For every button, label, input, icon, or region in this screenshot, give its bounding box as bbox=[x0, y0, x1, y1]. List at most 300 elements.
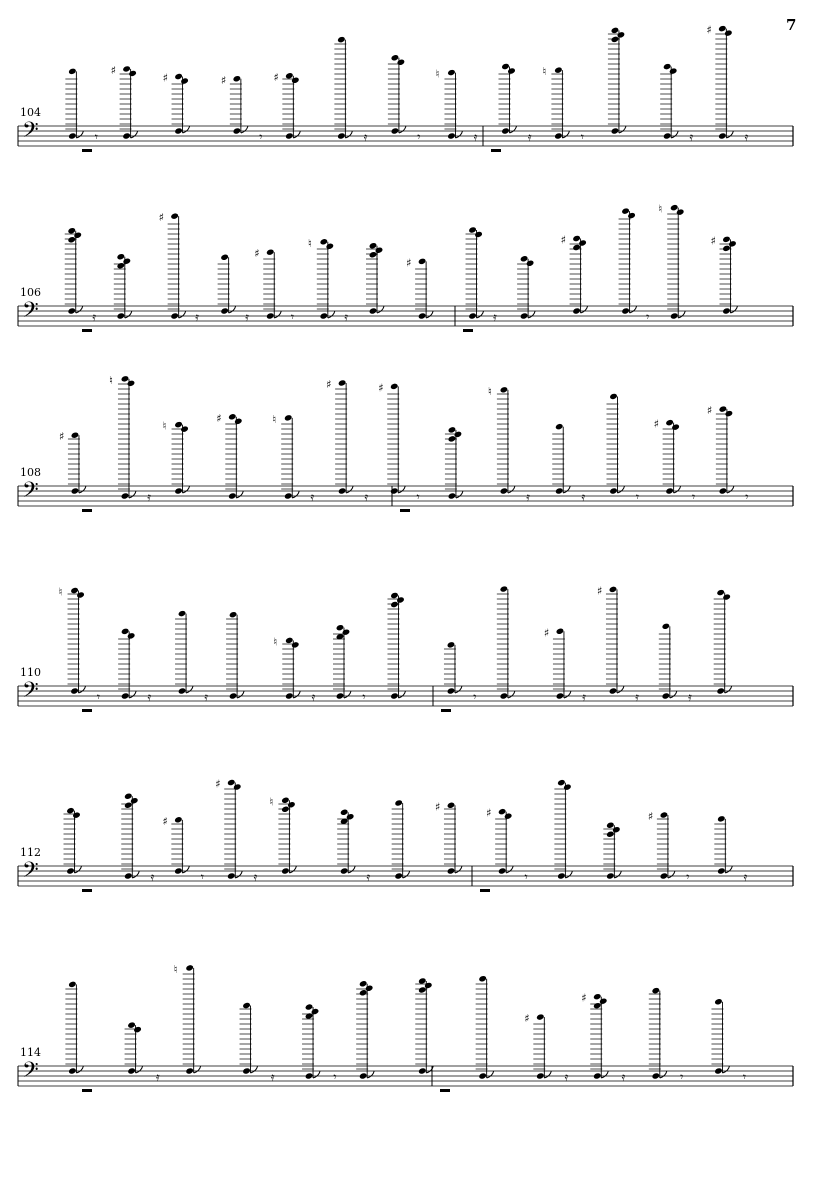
notehead bbox=[468, 312, 477, 319]
notehead bbox=[418, 977, 427, 984]
rest-icon: 𝄿 bbox=[92, 310, 97, 324]
note-flag bbox=[398, 486, 405, 493]
note-flag bbox=[674, 486, 681, 493]
notehead bbox=[478, 975, 487, 982]
notehead bbox=[233, 75, 242, 82]
rest-icon: 𝄿 bbox=[310, 490, 315, 504]
notehead bbox=[117, 253, 126, 260]
note-flag bbox=[377, 306, 384, 313]
rest-bar bbox=[82, 329, 92, 332]
notehead bbox=[281, 806, 290, 813]
notehead bbox=[180, 425, 189, 432]
notehead bbox=[285, 692, 294, 699]
rest-icon: 𝄿 bbox=[344, 310, 349, 324]
notehead bbox=[719, 487, 728, 494]
rest-icon: 𝄿 bbox=[689, 130, 694, 144]
note-flag bbox=[328, 311, 335, 318]
notehead bbox=[520, 312, 529, 319]
notehead bbox=[555, 423, 564, 430]
accidental-icon: ♮ bbox=[658, 202, 663, 216]
notehead bbox=[448, 435, 457, 442]
notehead bbox=[390, 487, 399, 494]
note-flag bbox=[251, 1066, 258, 1073]
note-flag bbox=[456, 491, 463, 498]
notehead bbox=[67, 227, 76, 234]
note-flag bbox=[132, 871, 139, 878]
note-flag bbox=[346, 486, 353, 493]
note-flag bbox=[229, 306, 236, 313]
notehead bbox=[396, 596, 405, 603]
rest-bar bbox=[440, 1089, 450, 1092]
notehead bbox=[178, 687, 187, 694]
notehead bbox=[606, 872, 615, 879]
notehead bbox=[133, 1026, 142, 1033]
accidental-icon: ♯ bbox=[560, 233, 566, 247]
notehead bbox=[178, 610, 187, 617]
rest-icon: 𝄾 bbox=[580, 130, 584, 144]
notehead bbox=[662, 692, 671, 699]
rest-icon: 𝄿 bbox=[621, 1070, 626, 1084]
rest-icon: 𝄿 bbox=[270, 1070, 275, 1084]
notehead bbox=[369, 242, 378, 249]
rest-icon: 𝄿 bbox=[526, 490, 530, 504]
notehead bbox=[609, 487, 618, 494]
notehead bbox=[660, 872, 669, 879]
notehead bbox=[121, 628, 130, 635]
rest-icon: 𝄾 bbox=[686, 870, 690, 884]
note-flag bbox=[289, 866, 296, 873]
accidental-icon: ♮ bbox=[272, 412, 277, 426]
notehead bbox=[448, 492, 457, 499]
note-flag bbox=[75, 866, 82, 873]
notehead bbox=[718, 132, 727, 139]
notehead bbox=[130, 797, 139, 804]
accidental-icon: ♯ bbox=[543, 626, 550, 640]
note-flag bbox=[76, 1066, 83, 1073]
notehead bbox=[174, 73, 183, 80]
accidental-icon: ♯ bbox=[110, 63, 116, 77]
notehead bbox=[424, 982, 433, 989]
rest-icon: 𝄿 bbox=[493, 310, 497, 324]
measure-number: 114 bbox=[20, 1046, 41, 1059]
notehead bbox=[606, 831, 615, 838]
notehead bbox=[397, 59, 406, 66]
notehead bbox=[185, 1067, 194, 1074]
accidental-icon: ♮ bbox=[162, 419, 167, 433]
notehead bbox=[557, 872, 566, 879]
notehead bbox=[342, 629, 351, 636]
notehead bbox=[284, 414, 293, 421]
notehead bbox=[305, 1072, 314, 1079]
bass-clef-icon: 𝄢 bbox=[22, 478, 39, 508]
notehead bbox=[722, 593, 731, 600]
notehead bbox=[536, 1072, 545, 1079]
notehead bbox=[418, 986, 427, 993]
notehead bbox=[621, 207, 630, 214]
notehead bbox=[627, 212, 636, 219]
notehead bbox=[124, 802, 133, 809]
notehead bbox=[500, 585, 509, 592]
notehead bbox=[498, 867, 507, 874]
notehead bbox=[390, 692, 399, 699]
accidental-icon: ♯ bbox=[162, 814, 168, 828]
note-flag bbox=[617, 486, 624, 493]
notehead bbox=[447, 641, 456, 648]
notehead bbox=[336, 624, 345, 631]
rest-icon: 𝄾 bbox=[680, 1070, 684, 1084]
notehead bbox=[718, 25, 727, 32]
note-flag bbox=[236, 491, 243, 498]
notehead bbox=[418, 258, 427, 265]
notehead bbox=[340, 867, 349, 874]
rest-icon: 𝄾 bbox=[333, 1070, 337, 1084]
notehead bbox=[468, 226, 477, 233]
notehead bbox=[447, 69, 456, 76]
note-flag bbox=[508, 691, 515, 698]
notehead bbox=[227, 872, 236, 879]
rest-icon: 𝄿 bbox=[364, 490, 369, 504]
accidental-icon: ♯ bbox=[254, 247, 260, 261]
notehead bbox=[665, 487, 674, 494]
notehead bbox=[124, 793, 133, 800]
note-flag bbox=[367, 1071, 374, 1078]
notehead bbox=[660, 811, 669, 818]
note-flag bbox=[544, 1071, 551, 1078]
notehead bbox=[242, 1002, 251, 1009]
note-flag bbox=[506, 866, 513, 873]
notehead bbox=[390, 601, 399, 608]
rest-icon: 𝄾 bbox=[259, 130, 263, 144]
notehead bbox=[390, 383, 399, 390]
notehead bbox=[185, 964, 194, 971]
rest-icon: 𝄿 bbox=[150, 870, 155, 884]
note-flag bbox=[563, 486, 570, 493]
note-flag bbox=[293, 691, 300, 698]
notehead bbox=[72, 811, 81, 818]
notehead bbox=[174, 487, 183, 494]
staff-system bbox=[18, 203, 793, 332]
rest-icon: 𝄾 bbox=[416, 490, 420, 504]
staff-system bbox=[18, 374, 793, 512]
notehead bbox=[336, 692, 345, 699]
notehead bbox=[722, 245, 731, 252]
notehead bbox=[337, 36, 346, 43]
note-flag bbox=[237, 691, 244, 698]
notehead bbox=[281, 797, 290, 804]
note-flag bbox=[136, 1066, 143, 1073]
notehead bbox=[500, 386, 509, 393]
notehead bbox=[71, 487, 80, 494]
accidental-icon: ♮ bbox=[173, 962, 178, 976]
notehead bbox=[617, 31, 626, 38]
notehead bbox=[121, 375, 130, 382]
notehead bbox=[375, 247, 384, 254]
rest-icon: 𝄿 bbox=[473, 130, 478, 144]
rest-icon: 𝄿 bbox=[635, 690, 639, 704]
staff-system bbox=[18, 963, 793, 1092]
notehead bbox=[285, 637, 294, 644]
note-flag bbox=[76, 131, 83, 138]
notehead bbox=[305, 1012, 314, 1019]
notehead bbox=[500, 692, 509, 699]
notehead bbox=[76, 591, 85, 598]
note-flag bbox=[670, 691, 677, 698]
note-flag bbox=[678, 311, 685, 318]
rest-icon: 𝄾 bbox=[524, 870, 528, 884]
note-flag bbox=[727, 486, 734, 493]
notehead bbox=[418, 312, 427, 319]
rest-icon: 𝄿 bbox=[147, 690, 152, 704]
accidental-icon: ♯ bbox=[378, 381, 384, 395]
notehead bbox=[266, 312, 275, 319]
note-flag bbox=[131, 131, 138, 138]
notehead bbox=[609, 393, 618, 400]
accidental-icon: ♯ bbox=[710, 234, 716, 248]
rest-bar bbox=[400, 509, 410, 512]
notehead bbox=[621, 307, 630, 314]
notehead bbox=[394, 799, 403, 806]
notehead bbox=[391, 54, 400, 61]
notehead bbox=[507, 67, 516, 74]
note-flag bbox=[241, 126, 248, 133]
note-flag bbox=[562, 131, 569, 138]
accidental-icon: ♯ bbox=[524, 1012, 530, 1026]
accidental-icon: ♯ bbox=[486, 806, 492, 820]
notehead bbox=[220, 307, 229, 314]
notehead bbox=[359, 1072, 368, 1079]
notehead bbox=[242, 1067, 251, 1074]
note-flag bbox=[630, 306, 637, 313]
note-flag bbox=[183, 486, 190, 493]
notehead bbox=[124, 872, 133, 879]
notehead bbox=[716, 687, 725, 694]
notehead bbox=[593, 1072, 602, 1079]
rest-bar bbox=[441, 709, 451, 712]
notehead bbox=[127, 632, 136, 639]
notehead bbox=[609, 687, 618, 694]
notehead bbox=[71, 432, 80, 439]
note-flag bbox=[617, 686, 624, 693]
notehead bbox=[287, 801, 296, 808]
note-flag bbox=[399, 126, 406, 133]
accidental-icon: ♯ bbox=[706, 404, 713, 418]
note-flag bbox=[614, 871, 621, 878]
note-flag bbox=[426, 311, 433, 318]
note-flag bbox=[528, 311, 535, 318]
note-flag bbox=[619, 126, 626, 133]
rest-bar bbox=[82, 509, 92, 512]
note-flag bbox=[235, 871, 242, 878]
notehead bbox=[676, 208, 685, 215]
notehead bbox=[474, 231, 483, 238]
notehead bbox=[70, 687, 79, 694]
notehead bbox=[554, 66, 563, 73]
rest-bar bbox=[82, 149, 92, 152]
notehead bbox=[612, 826, 621, 833]
notehead bbox=[174, 421, 183, 428]
rest-bar bbox=[82, 1089, 92, 1092]
notehead bbox=[478, 1072, 487, 1079]
accidental-icon: ♯ bbox=[220, 73, 227, 87]
note-flag bbox=[726, 131, 733, 138]
notehead bbox=[66, 867, 75, 874]
notehead bbox=[266, 249, 275, 256]
notehead bbox=[394, 872, 403, 879]
staff-system bbox=[18, 584, 793, 712]
notehead bbox=[526, 260, 535, 267]
notehead bbox=[122, 65, 131, 72]
notehead bbox=[229, 692, 238, 699]
accidental-icon: ♯ bbox=[216, 411, 222, 425]
notehead bbox=[359, 980, 368, 987]
notehead bbox=[121, 492, 130, 499]
rest-icon: 𝄿 bbox=[195, 310, 199, 324]
notehead bbox=[563, 783, 572, 790]
notehead bbox=[174, 867, 183, 874]
notehead bbox=[578, 239, 587, 246]
notehead bbox=[365, 985, 374, 992]
note-flag bbox=[671, 131, 678, 138]
accidental-icon: ♯ bbox=[647, 810, 654, 824]
rest-bar bbox=[491, 149, 501, 152]
rest-icon: 𝄿 bbox=[147, 490, 151, 504]
accidental-icon: ♯ bbox=[596, 584, 603, 598]
note-flag bbox=[292, 491, 299, 498]
accidental-icon: ♯ bbox=[273, 70, 279, 84]
accidental-icon: ♮ bbox=[542, 65, 547, 79]
notehead bbox=[520, 255, 529, 262]
notehead bbox=[554, 132, 563, 139]
rest-icon: 𝄿 bbox=[245, 310, 249, 324]
notehead bbox=[170, 312, 179, 319]
accidental-icon: ♮ bbox=[435, 67, 440, 81]
notehead bbox=[66, 807, 75, 814]
accidental-icon: ♯ bbox=[162, 71, 168, 85]
notehead bbox=[555, 487, 564, 494]
notehead bbox=[127, 380, 136, 387]
notehead bbox=[593, 993, 602, 1000]
notehead bbox=[728, 240, 737, 247]
notehead bbox=[228, 492, 237, 499]
rest-icon: 𝄿 bbox=[363, 130, 368, 144]
notehead bbox=[722, 307, 731, 314]
measure-number: 106 bbox=[20, 286, 41, 299]
notehead bbox=[447, 132, 456, 139]
note-flag bbox=[398, 691, 405, 698]
notehead bbox=[557, 779, 566, 786]
notehead bbox=[716, 589, 725, 596]
note-flag bbox=[293, 131, 300, 138]
notehead bbox=[717, 815, 726, 822]
accidental-icon: ♯ bbox=[406, 256, 412, 270]
notehead bbox=[338, 487, 347, 494]
accidental-icon: ♯ bbox=[326, 377, 332, 391]
accidental-icon: ♮ bbox=[269, 795, 274, 809]
notehead bbox=[127, 1021, 136, 1028]
notehead bbox=[665, 419, 674, 426]
accidental-icon: ♯ bbox=[706, 23, 712, 37]
notehead bbox=[572, 244, 581, 251]
notehead bbox=[291, 77, 300, 84]
accidental-icon: ♮ bbox=[273, 635, 278, 649]
note-flag bbox=[313, 1071, 320, 1078]
notehead bbox=[663, 63, 672, 70]
accidental-icon: ♮ bbox=[307, 236, 312, 250]
notehead bbox=[291, 641, 300, 648]
notehead bbox=[556, 628, 565, 635]
notehead bbox=[447, 867, 456, 874]
notehead bbox=[447, 802, 456, 809]
note-flag bbox=[722, 1066, 729, 1073]
notehead bbox=[68, 1067, 77, 1074]
rest-icon: 𝄾 bbox=[200, 870, 204, 884]
notehead bbox=[448, 426, 457, 433]
notehead bbox=[670, 204, 679, 211]
notehead bbox=[724, 29, 733, 36]
note-flag bbox=[348, 866, 355, 873]
notehead bbox=[662, 623, 671, 630]
notehead bbox=[233, 127, 242, 134]
notehead bbox=[390, 592, 399, 599]
notehead bbox=[670, 312, 679, 319]
notehead bbox=[359, 989, 368, 996]
rest-icon: 𝄿 bbox=[581, 490, 586, 504]
note-flag bbox=[79, 686, 86, 693]
notehead bbox=[340, 809, 349, 816]
note-flag bbox=[455, 686, 462, 693]
rest-icon: 𝄿 bbox=[253, 870, 258, 884]
notehead bbox=[611, 127, 620, 134]
notehead bbox=[122, 132, 131, 139]
notehead bbox=[606, 822, 615, 829]
rest-icon: 𝄾 bbox=[646, 310, 650, 324]
notehead bbox=[70, 587, 79, 594]
notehead bbox=[117, 312, 126, 319]
accidental-icon: ♮ bbox=[58, 585, 63, 599]
note-flag bbox=[455, 866, 462, 873]
measure-number: 104 bbox=[20, 106, 41, 119]
notehead bbox=[67, 236, 76, 243]
bass-clef-icon: 𝄢 bbox=[22, 678, 39, 708]
rest-icon: 𝄿 bbox=[744, 130, 749, 144]
rest-icon: 𝄾 bbox=[691, 490, 696, 504]
notehead bbox=[73, 232, 82, 239]
rest-icon: 𝄿 bbox=[155, 1070, 160, 1084]
staff-system bbox=[18, 778, 793, 892]
rest-bar bbox=[82, 889, 92, 892]
notehead bbox=[228, 413, 237, 420]
page-number: 7 bbox=[786, 16, 797, 34]
notehead bbox=[369, 307, 378, 314]
note-flag bbox=[601, 1071, 608, 1078]
note-flag bbox=[508, 486, 515, 493]
note-flag bbox=[509, 126, 516, 133]
notehead bbox=[117, 262, 126, 269]
bass-clef-icon: 𝄢 bbox=[22, 298, 39, 328]
notehead bbox=[170, 212, 179, 219]
rest-icon: 𝄿 bbox=[527, 130, 532, 144]
note-flag bbox=[581, 306, 588, 313]
rest-icon: 𝄾 bbox=[635, 490, 640, 504]
notehead bbox=[593, 1002, 602, 1009]
notehead bbox=[68, 68, 77, 75]
note-flag bbox=[730, 306, 737, 313]
notehead bbox=[285, 72, 294, 79]
rest-icon: 𝄿 bbox=[743, 870, 748, 884]
notehead bbox=[320, 238, 329, 245]
notehead bbox=[284, 492, 293, 499]
note-flag bbox=[565, 871, 572, 878]
